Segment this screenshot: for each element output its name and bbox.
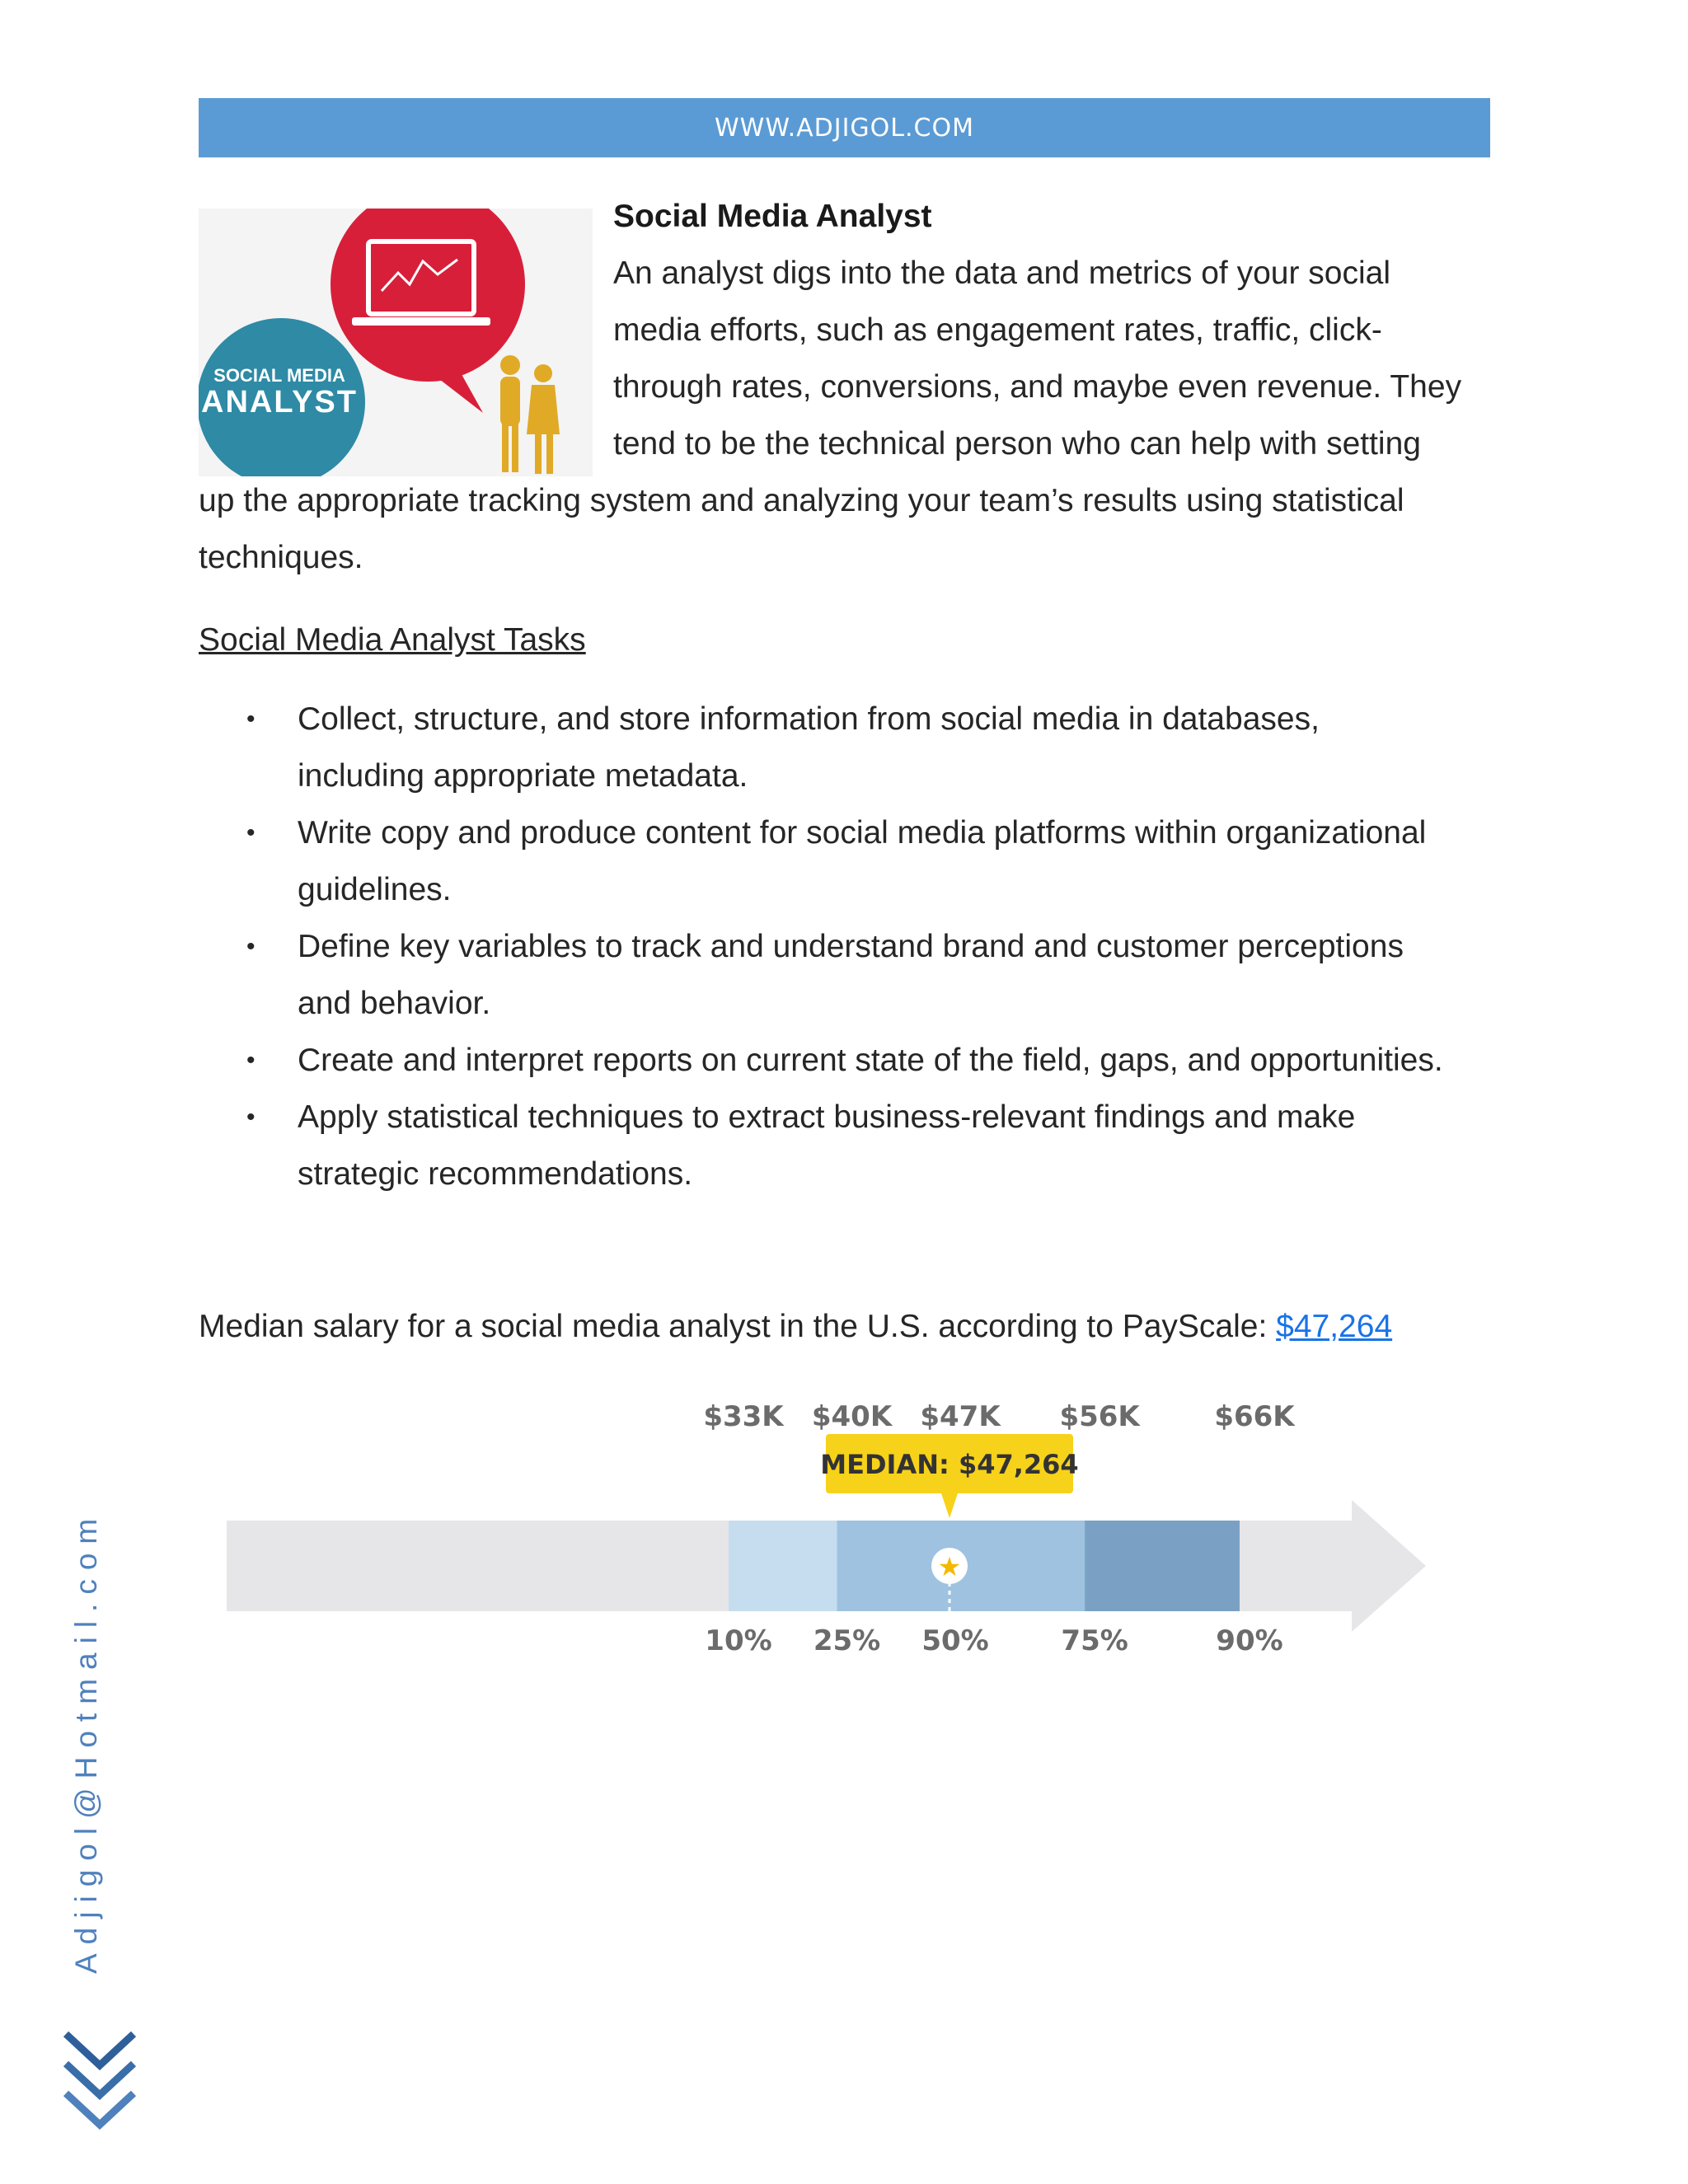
task-line: including appropriate metadata. [298, 758, 748, 794]
task-line: strategic recommendations. [298, 1156, 693, 1192]
bullet-icon: • [246, 933, 256, 960]
task-line: Create and interpret reports on current state of the field, gaps, and opportunities. [298, 1043, 1443, 1078]
chart-band-25-50 [837, 1521, 946, 1611]
salary-text: Median salary for a social media analyst in the U.S. according to PayScale: [199, 1309, 1277, 1344]
median-badge-pointer [941, 1493, 958, 1518]
chart-band-75-90 [1085, 1521, 1240, 1611]
task-line: Define key variables to track and understand brand and customer perceptions [298, 929, 1404, 964]
task-line: Write copy and produce content for social media platforms within organizational [298, 815, 1427, 851]
bullet-icon: • [246, 1104, 256, 1131]
article-line: up the appropriate tracking system and analyzing your team’s results using statistical [199, 483, 1404, 518]
salary-chart-svg [223, 1385, 1442, 1665]
tick-label-percentile: 75% [1061, 1624, 1128, 1657]
star-icon: ★ [937, 1551, 962, 1582]
tick-label-percentile: 90% [1216, 1624, 1283, 1657]
salary-link[interactable]: $47,264 [1276, 1309, 1393, 1344]
task-line: Collect, structure, and store information from social media in databases, [298, 701, 1320, 737]
tick-label-value: $47K [920, 1400, 1001, 1433]
salary-distribution-chart [223, 1385, 1442, 1665]
median-salary-sentence [199, 1298, 1392, 1355]
article-body [199, 188, 1490, 586]
bullet-icon: • [246, 705, 256, 733]
tick-label-percentile: 50% [921, 1624, 989, 1657]
list-item [199, 918, 1490, 1032]
tick-label-value: $40K [811, 1400, 893, 1433]
bullet-icon: • [246, 819, 256, 846]
article-line: tend to be the technical person who can help with setting [613, 426, 1421, 462]
list-item [199, 1089, 1490, 1202]
site-header-bar [199, 98, 1490, 157]
tick-label-percentile: 25% [813, 1624, 881, 1657]
sidebar-email[interactable]: Adjigol@Hotmail.com [69, 1509, 103, 1974]
badge-text-line1: SOCIAL MEDIA [213, 365, 345, 386]
task-line: Apply statistical techniques to extract business-relevant findings and make [298, 1099, 1356, 1135]
tick-label-value: $33K [703, 1400, 784, 1433]
task-line: guidelines. [298, 872, 452, 907]
site-url[interactable]: WWW.ADJIGOL.COM [715, 113, 974, 143]
article-line: An analyst digs into the data and metrics of your social [613, 255, 1391, 291]
list-item [199, 691, 1490, 804]
job-title: Social Media Analyst [613, 199, 932, 234]
list-item [199, 1032, 1490, 1089]
article-line: media efforts, such as engagement rates, traffic, click- [613, 312, 1382, 348]
list-item [199, 804, 1490, 918]
median-label: MEDIAN: $47,264 [820, 1449, 1079, 1480]
chart-arrow [1352, 1500, 1426, 1632]
tick-label-value: $56K [1059, 1400, 1140, 1433]
task-line: and behavior. [298, 986, 491, 1021]
article-line: through rates, conversions, and maybe even revenue. They [613, 369, 1462, 405]
article-line: techniques. [199, 540, 363, 575]
tick-label-percentile: 10% [705, 1624, 772, 1657]
badge-text-line2: ANALYST [201, 385, 358, 419]
tasks-heading: Social Media Analyst Tasks [199, 622, 586, 658]
chevrons-down-icon [63, 2027, 137, 2135]
bullet-icon: • [246, 1047, 256, 1074]
tick-label-value: $66K [1214, 1400, 1295, 1433]
chart-band-10-25 [729, 1521, 837, 1611]
task-list [199, 691, 1490, 1202]
